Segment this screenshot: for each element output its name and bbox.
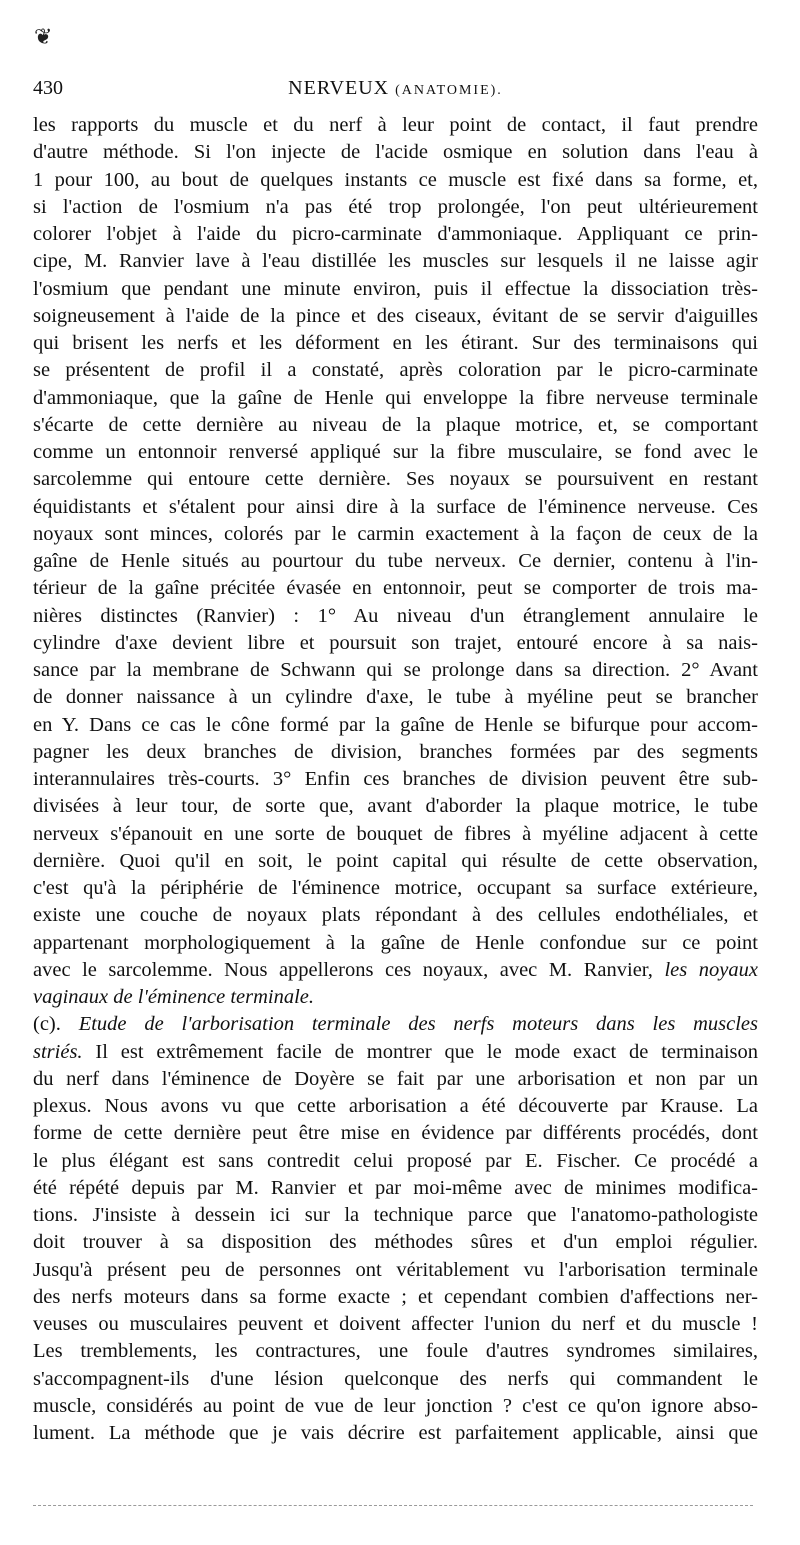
section-heading-title-end: striés.	[33, 1040, 83, 1063]
text-line: nières distinctes (Ranvier) : 1° Au niveau d'un étranglement annulaire le	[33, 604, 758, 627]
text-line-italic: vaginaux de l'éminence terminale.	[33, 986, 315, 1008]
text-line: doit trouver à sa disposition des méthodes sûres et d'un emploi régulier.	[33, 1231, 758, 1254]
text-line: térieur de la gaîne précitée évasée en entonnoir, peut se comporter de trois ma-	[33, 577, 758, 600]
text-line: interannulaires très-courts. 3° Enfin ces branches de division peuvent être sub-	[33, 768, 758, 790]
text-line: colorer l'objet à l'aide du picro-carminate d'ammoniaque. Appliquant ce prin-	[33, 223, 758, 245]
running-title-sub: (ANATOMIE).	[395, 83, 503, 98]
text-line: en Y. Dans ce cas le cône formé par la gaîne de Henle se bifurque pour accom-	[33, 713, 758, 736]
text-line: le plus élégant est sans contredit celui proposé par E. Fischer. Ce procédé a	[33, 1149, 758, 1172]
text-line: divisées à leur tour, de sorte que, avant d'aborder la plaque motrice, le tube	[33, 795, 758, 818]
text-line: appartenant morphologiquement à la gaîne de Henle confondue sur ce point	[33, 931, 758, 954]
text-line: été répété depuis par M. Ranvier et par moi-même avec de minimes modifica-	[33, 1176, 758, 1199]
body-text	[33, 112, 758, 1447]
ornament-mark: ❦	[34, 24, 53, 49]
text-line: Les tremblements, les contractures, une foule d'autres syndromes similaires,	[33, 1340, 758, 1363]
text-segment: Il est extrêmement facile de montrer que le mode exact de terminaison	[95, 1040, 758, 1063]
italic-term: les noyaux	[664, 958, 758, 981]
text-line: tions. J'insiste à dessein ici sur la technique parce que l'anatomo-pathologiste	[33, 1204, 758, 1226]
text-line: Jusqu'à présent peu de personnes ont véritablement vu l'arborisation terminale	[33, 1258, 758, 1281]
text-line: s'accompagnent-ils d'une lésion quelconque des nerfs qui commandent le	[33, 1367, 758, 1390]
text-line: de donner naissance à un cylindre d'axe, le tube à myéline peut se brancher	[33, 686, 758, 709]
footer-divider	[33, 1505, 753, 1506]
text-line: équidistants et s'étalent pour ainsi dire à la surface de l'éminence nerveuse. Ces	[33, 495, 758, 518]
text-line: muscle, considérés au point de vue de leur jonction ? c'est ce qu'on ignore abso-	[33, 1394, 758, 1417]
text-segment: avec le sarcolemme. Nous appellerons ces noyaux, avec M. Ranvier,	[33, 958, 653, 981]
text-line: sance par la membrane de Schwann qui se prolonge dans sa direction. 2° Avant	[33, 659, 758, 681]
text-line: noyaux sont minces, colorés par le carmin exactement à la façon de ceux de la	[33, 522, 758, 545]
text-line: soigneusement à l'aide de la pince et des ciseaux, évitant de se servir d'aiguilles	[33, 304, 758, 327]
text-line: c'est qu'à la périphérie de l'éminence motrice, occupant sa surface extérieure,	[33, 877, 758, 899]
text-line: veuses ou musculaires peuvent et doivent affecter l'union du nerf et du muscle !	[33, 1313, 758, 1335]
section-label: (c).	[33, 1013, 61, 1036]
text-line-mixed	[33, 1039, 758, 1066]
text-line: d'autre méthode. Si l'on injecte de l'acide osmique en solution dans l'eau à	[33, 141, 758, 164]
text-line: lument. La méthode que je vais décrire est parfaitement applicable, ainsi que	[33, 1422, 758, 1444]
running-header	[33, 74, 758, 102]
text-line: cylindre d'axe devient libre et poursuit son trajet, entouré encore à sa nais-	[33, 631, 758, 654]
text-line: gaîne de Henle situés au pourtour du tube nerveux. Ce dernier, contenu à l'in-	[33, 550, 758, 572]
text-line: qui brisent les nerfs et les déforment en les étirant. Sur des terminaisons qui	[33, 332, 758, 354]
text-line: se présentent de profil il a constaté, après coloration par le picro-carminate	[33, 359, 758, 382]
text-line: les rapports du muscle et du nerf à leur point de contact, il faut prendre	[33, 114, 758, 136]
text-line: du nerf dans l'éminence de Doyère se fait par une arborisation et non par un	[33, 1067, 758, 1090]
running-title-main: NERVEUX	[288, 77, 390, 99]
text-line: pagner les deux branches de division, branches formées par des segments	[33, 740, 758, 763]
text-line: des nerfs moteurs dans sa forme exacte ; et cependant combien d'affections ner-	[33, 1285, 758, 1308]
text-line: l'osmium que pendant une minute environ, puis il effectue la dissociation très-	[33, 277, 758, 300]
text-line: sarcolemme qui entoure cette dernière. Ses noyaux se poursuivent en restant	[33, 468, 758, 491]
text-line-mixed	[33, 957, 758, 984]
text-line: cipe, M. Ranvier lave à l'eau distillée les muscles sur lesquels il ne laisse agir	[33, 250, 758, 273]
page-number: 430	[33, 77, 63, 99]
text-line: s'écarte de cette dernière au niveau de la plaque motrice, et, se comportant	[33, 413, 758, 436]
text-line: si l'action de l'osmium n'a pas été trop prolongée, l'on peut ultérieurement	[33, 195, 758, 218]
section-heading-line	[33, 1011, 758, 1038]
text-line: comme un entonnoir renversé appliqué sur la fibre musculaire, se fond avec le	[33, 441, 758, 463]
text-line: nerveux s'épanouit en une sorte de bouquet de fibres à myéline adjacent à cette	[33, 822, 758, 845]
section-heading-title: Etude de l'arborisation terminale des nerfs moteurs dans les muscles	[78, 1013, 758, 1036]
text-line: existe une couche de noyaux plats répondant à des cellules endothéliales, et	[33, 904, 758, 927]
text-line: dernière. Quoi qu'il en soit, le point capital qui résulte de cette observation,	[33, 849, 758, 872]
running-title	[33, 74, 758, 105]
text-line: plexus. Nous avons vu que cette arborisation a été découverte par Krause. La	[33, 1095, 758, 1117]
text-line: forme de cette dernière peut être mise en évidence par différents procédés, dont	[33, 1122, 758, 1145]
text-line: d'ammoniaque, que la gaîne de Henle qui enveloppe la fibre nerveuse terminale	[33, 386, 758, 409]
text-line: 1 pour 100, au bout de quelques instants ce muscle est fixé dans sa forme, et,	[33, 168, 758, 191]
